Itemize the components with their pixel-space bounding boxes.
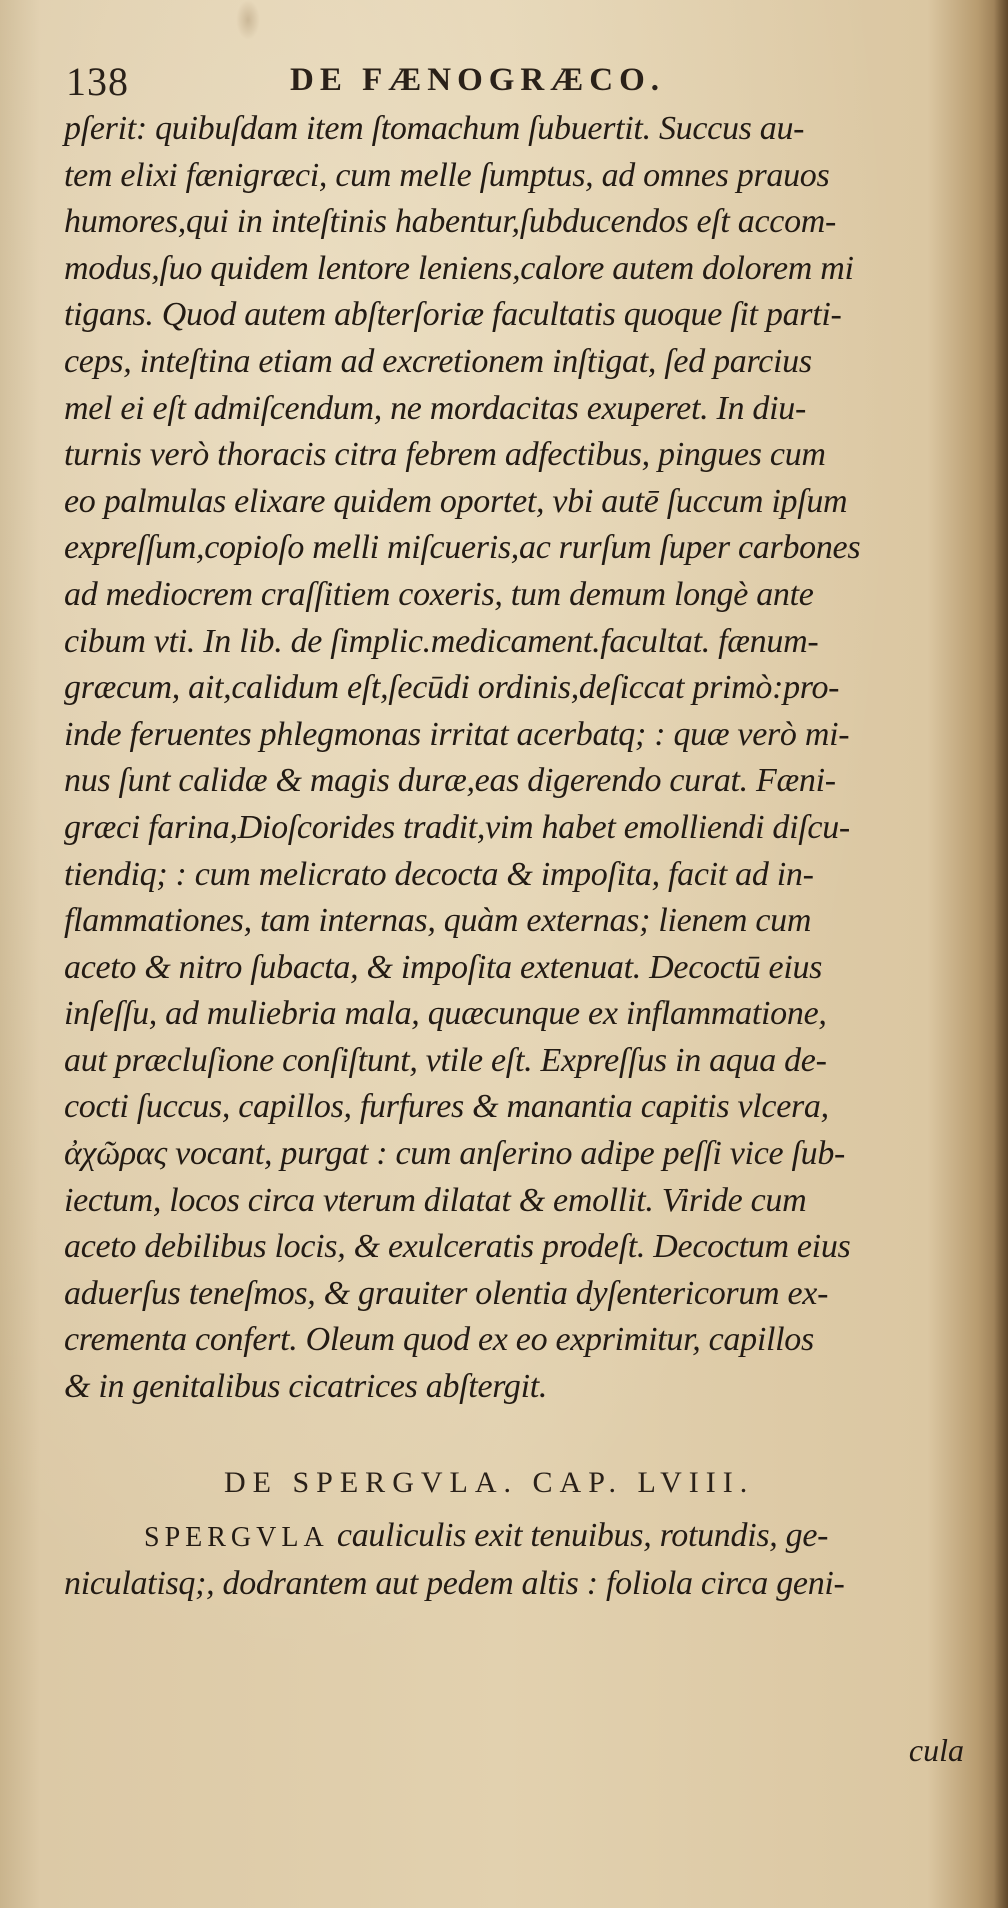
text-line: aceto debilibus locis, & exulceratis prodeſt. Decoctum eius [64, 1228, 851, 1266]
chapter-initial-word: SPERGVLA [144, 1522, 329, 1553]
text-line: inſeſſu, ad muliebria mala, quæcunque ex inflammatione, [64, 995, 827, 1033]
text-line: eo palmulas elixare quidem oportet, vbi autē ſuccum ipſum [64, 482, 848, 520]
text-line: cibum vti. In lib. de ſimplic.medicament.facultat. fænum- [64, 622, 819, 660]
text-line: & in genitalibus cicatrices abſtergit. [64, 1368, 548, 1406]
text-line: mel ei eſt admiſcendum, ne mordacitas exuperet. In diu- [64, 389, 806, 427]
chapter-line: niculatisq;, dodrantem aut pedem altis : foliola circa geni- [64, 1565, 845, 1602]
text-line: crementa confert. Oleum quod ex eo exprimitur, capillos [64, 1321, 814, 1359]
page-number: 138 [66, 59, 129, 104]
text-line: aceto & nitro ſubacta, & impoſita extenuat. Decoctū eius [64, 948, 823, 986]
text-line: græcum, ait,calidum eſt,ſecūdi ordinis,deſiccat primò:pro- [64, 669, 840, 707]
text-line: tiendiq; : cum melicrato decocta & impoſita, facit ad in- [64, 855, 814, 893]
catchword: cula [908, 1732, 964, 1768]
text-line: iectum, locos circa vterum dilatat & emollit. Viride cum [64, 1181, 807, 1219]
text-line: flammationes, tam internas, quàm externas; lienem cum [64, 902, 812, 940]
text-line: nus ſunt calidæ & magis duræ,eas digerendo curat. Fæni- [64, 762, 836, 800]
text-line: græci farina,Dioſcorides tradit,vim habet emolliendi diſcu- [64, 808, 850, 846]
running-head [60, 58, 960, 108]
body-text [64, 106, 974, 1411]
text-line: pſerit: quibuſdam item ſtomachum ſubuertit. Succus au- [64, 110, 805, 147]
text-line: aut præcluſione conſiſtunt, vtile eſt. Expreſſus in aqua de- [64, 1041, 827, 1079]
text-line: cocti ſuccus, capillos, furfures & manantia capitis vlcera, [64, 1088, 829, 1126]
chapter-line-rest: cauliculis exit tenuibus, rotundis, ge- [328, 1517, 829, 1554]
text-line: aduerſus teneſmos, & grauiter olentia dyſentericorum ex- [64, 1274, 829, 1312]
text-line: ἀχῶρας vocant, purgat : cum anſerino adipe peſſi vice ſub- [64, 1135, 846, 1173]
running-title: DE FÆNOGRÆCO. [290, 62, 665, 98]
text-line: inde feruentes phlegmonas irritat acerbatq; : quæ verò mi- [64, 715, 850, 753]
text-line: expreſſum,copioſo melli miſcueris,ac rurſum ſuper carbones [64, 529, 861, 567]
text-line: tigans. Quod autem abſterſoriæ facultatis quoque ſit parti- [64, 296, 842, 334]
text-line: ad mediocrem craſſitiem coxeris, tum demum longè ante [64, 575, 814, 613]
text-line: humores,qui in inteſtinis habentur,ſubducendos eſt accom- [64, 203, 837, 241]
chapter-line [64, 1512, 974, 1560]
text-line: ceps, inteſtina etiam ad excretionem inſtigat, ſed parcius [64, 342, 812, 380]
paper-stain [236, 0, 260, 40]
text-line: modus,ſuo quidem lentore leniens,calore autem dolorem mi [64, 249, 854, 287]
chapter-heading: DE SPERGVLA. CAP. LVIII. [224, 1466, 755, 1499]
chapter-text [64, 1512, 974, 1608]
text-line: tem elixi fænigræci, cum melle ſumptus, ad omnes prauos [64, 156, 830, 194]
text-line: turnis verò thoracis citra febrem adfectibus, pingues cum [64, 436, 826, 474]
